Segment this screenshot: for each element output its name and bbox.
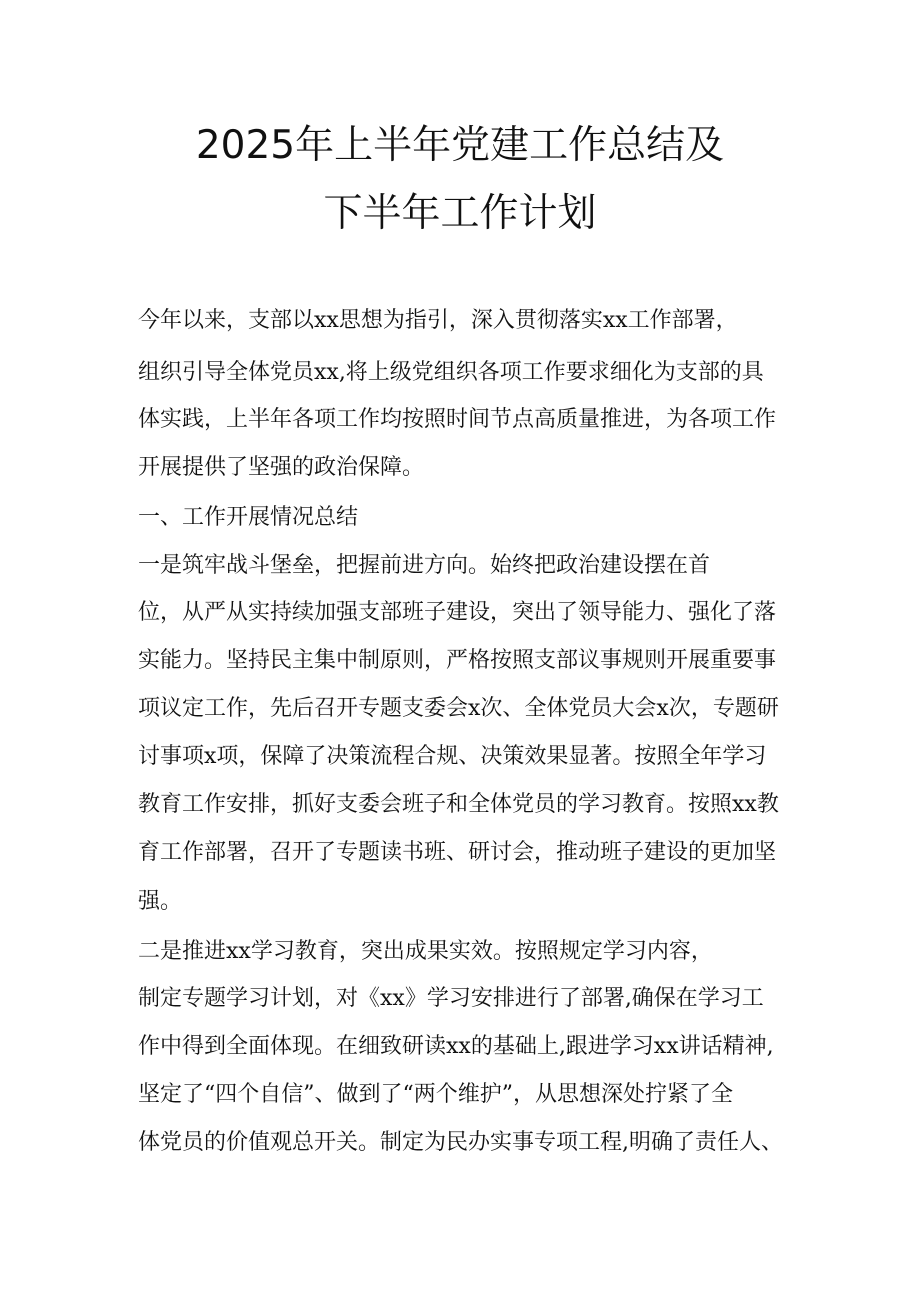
document-title-line-2: 下半年工作计划 xyxy=(323,191,597,236)
paragraph-line: 强。 xyxy=(138,889,183,914)
paragraph-line: 体党员的价值观总开关。制定为民办实事专项工程,明确了责任人、 xyxy=(138,1130,783,1155)
paragraph-line: 教育工作安排，抓好支委会班子和全体党员的学习教育。按照xx教 xyxy=(138,792,779,817)
paragraph-line: 坚定了“四个自信”、做到了“两个维护”，从思想深处拧紧了全 xyxy=(138,1082,733,1107)
paragraph-line: 项议定工作，先后召开专题支委会x次、全体党员大会x次，专题研 xyxy=(138,696,779,721)
paragraph-line: 二是推进xx学习教育，突出成果实效。按照规定学习内容， xyxy=(138,939,713,964)
paragraph-line: 一是筑牢战斗堡垒，把握前进方向。始终把政治建设摆在首 xyxy=(138,553,711,578)
section-heading: 一、工作开展情况总结 xyxy=(138,505,359,530)
paragraph-line: 实能力。坚持民主集中制原则，严格按照支部议事规则开展重要事 xyxy=(138,648,777,673)
paragraph-line: 讨事项x项，保障了决策流程合规、决策效果显著。按照全年学习 xyxy=(138,744,767,769)
paragraph-line: 作中得到全面体现。在细致研读xx的基础上,跟进学习xx讲话精神, xyxy=(138,1034,774,1059)
document-title-line-1: 2025年上半年党建工作总结及 xyxy=(195,123,725,168)
paragraph-line: 今年以来，支部以xx思想为指引，深入贯彻落实xx工作部署， xyxy=(138,308,738,333)
paragraph-line: 组织引导全体党员xx,将上级党组织各项工作要求细化为支部的具 xyxy=(138,360,764,385)
paragraph-line: 开展提供了坚强的政治保障。 xyxy=(138,455,425,480)
paragraph-line: 体实践，上半年各项工作均按照时间节点高质量推进，为各项工作 xyxy=(138,407,777,432)
paragraph-line: 制定专题学习计划，对《xx》学习安排进行了部署,确保在学习工 xyxy=(138,986,764,1011)
paragraph-line: 育工作部署，召开了专题读书班、研讨会，推动班子建设的更加坚 xyxy=(138,840,777,865)
paragraph-line: 位，从严从实持续加强支部班子建设，突出了领导能力、强化了落 xyxy=(138,600,777,625)
